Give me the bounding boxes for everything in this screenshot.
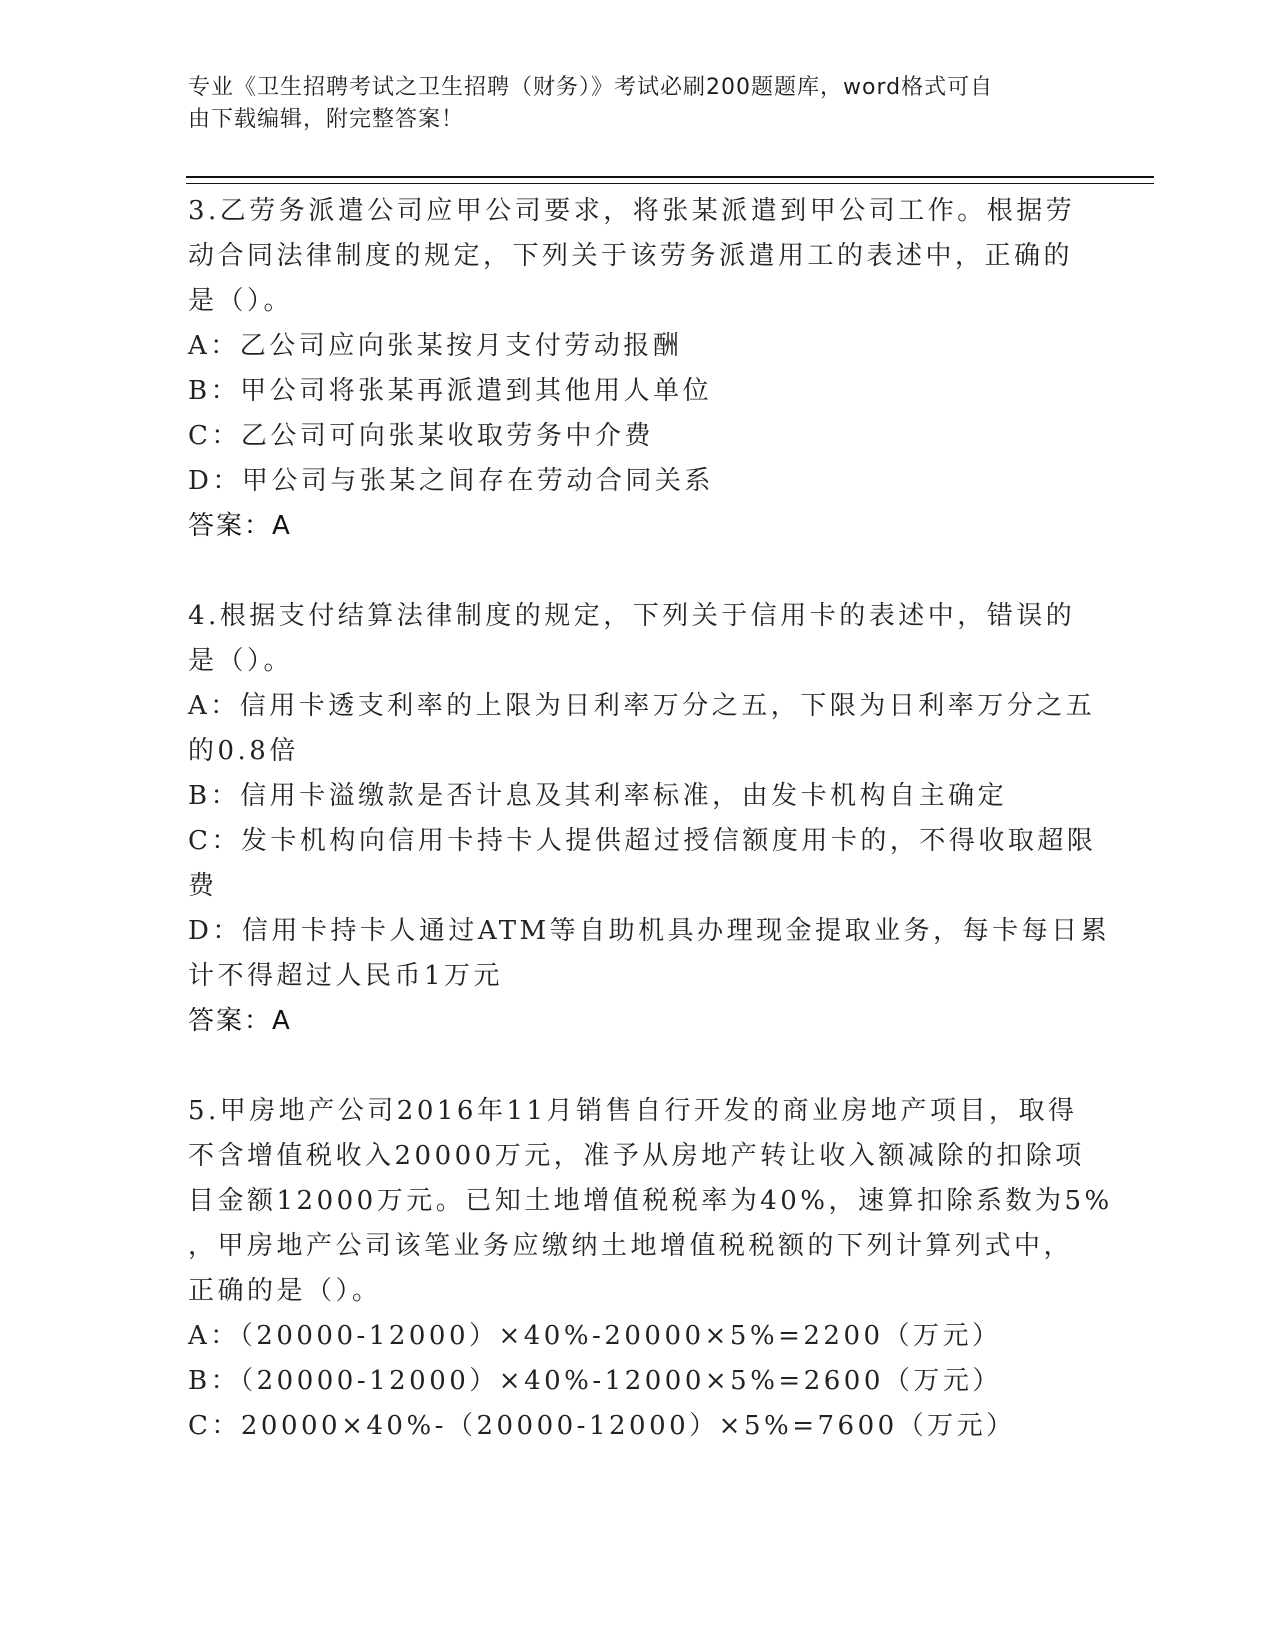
question-stem-line: 动合同法律制度的规定，下列关于该劳务派遣用工的表述中，正确的 (188, 241, 1074, 271)
question-4 (188, 594, 1111, 1044)
option-d: D：甲公司与张某之间存在劳动合同关系 (188, 466, 714, 496)
answer-label: 答案：A (188, 1006, 292, 1036)
option-b: B：（20000-12000）×40%-12000×5%=2600（万元） (188, 1366, 1002, 1396)
question-stem-line: 目金额12000万元。已知土地增值税税率为40%，速算扣除系数为5% (188, 1186, 1113, 1216)
option-d: D：信用卡持卡人通过ATM等自助机具办理现金提取业务，每卡每日累 (188, 916, 1111, 946)
question-stem-line: 3.乙劳务派遣公司应甲公司要求，将张某派遣到甲公司工作。根据劳 (188, 196, 1076, 226)
question-stem-line: 是（）。 (188, 646, 294, 676)
option-d-continued: 计不得超过人民币1万元 (188, 961, 504, 991)
question-stem-line: 5.甲房地产公司2016年11月销售自行开发的商业房地产项目，取得 (188, 1096, 1078, 1126)
question-stem-line: 正确的是（）。 (188, 1276, 382, 1306)
question-stem-line: 是（）。 (188, 286, 294, 316)
option-a: A：信用卡透支利率的上限为日利率万分之五，下限为日利率万分之五 (188, 691, 1096, 721)
option-c: C：发卡机构向信用卡持卡人提供超过授信额度用卡的，不得收取超限 (188, 826, 1097, 856)
question-3 (188, 189, 1076, 549)
option-c: C：乙公司可向张某收取劳务中介费 (188, 421, 654, 451)
option-b: B：甲公司将张某再派遣到其他用人单位 (188, 376, 713, 406)
option-c: C：20000×40%-（20000-12000）×5%=7600（万元） (188, 1411, 1016, 1441)
option-a: A：乙公司应向张某按月支付劳动报酬 (188, 331, 683, 361)
question-list (188, 189, 1113, 1494)
option-a-continued: 的0.8倍 (188, 736, 299, 766)
answer-label: 答案：A (188, 511, 292, 541)
question-stem-line: ，甲房地产公司该笔业务应缴纳土地增值税税额的下列计算列式中， (188, 1231, 1074, 1261)
option-c-continued: 费 (188, 871, 218, 901)
header-divider (186, 176, 1154, 184)
header-line-2: 由下载编辑，附完整答案！ (188, 107, 465, 132)
header-line-1: 专业《卫生招聘考试之卫生招聘（财务）》考试必刷200题题库，word格式可自 (188, 75, 994, 100)
question-5 (188, 1089, 1113, 1449)
option-a: A：（20000-12000）×40%-20000×5%=2200（万元） (188, 1321, 1002, 1351)
question-stem-line: 4.根据支付结算法律制度的规定，下列关于信用卡的表述中，错误的 (188, 601, 1076, 631)
document-header (188, 72, 1068, 136)
option-b: B：信用卡溢缴款是否计息及其利率标准，由发卡机构自主确定 (188, 781, 1008, 811)
question-stem-line: 不含增值税收入20000万元，准予从房地产转让收入额减除的扣除项 (188, 1141, 1085, 1171)
